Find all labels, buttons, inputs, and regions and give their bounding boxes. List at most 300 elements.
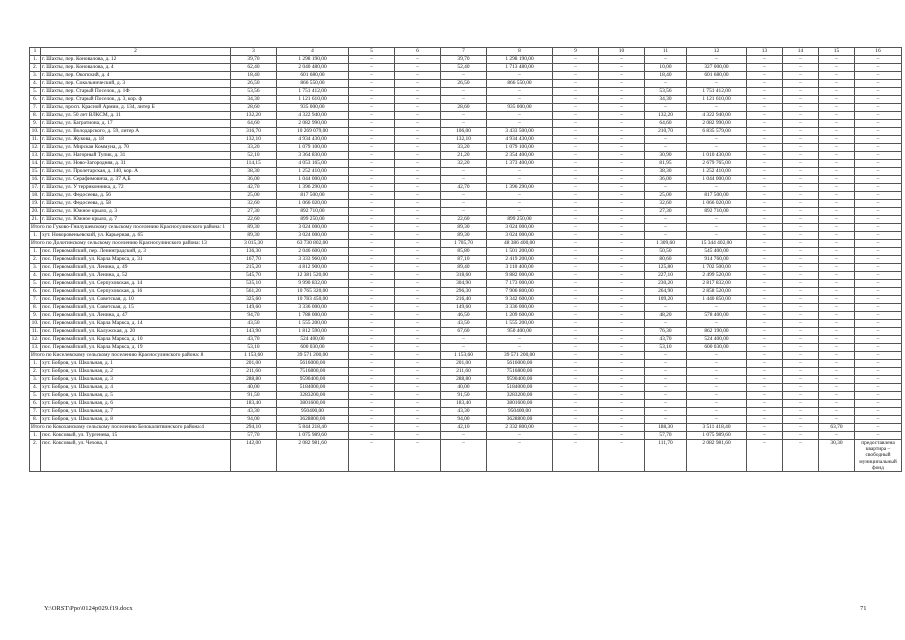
table-cell: 89,30 [231, 224, 277, 232]
table-cell: – [395, 288, 441, 296]
table-cell: 5 844 218,40 [277, 424, 349, 432]
table-cell: – [855, 168, 902, 176]
table-cell: предоставлена квартира – свободный муниципальный фонд [855, 440, 902, 472]
table-cell: 600 030,00 [277, 344, 349, 352]
table-cell: – [395, 160, 441, 168]
table-cell: 1 044 000,00 [687, 176, 747, 184]
table-cell: – [819, 208, 855, 216]
table-cell: – [783, 232, 819, 240]
table-cell: – [819, 368, 855, 376]
table-cell: – [819, 272, 855, 280]
table-cell: – [819, 312, 855, 320]
table-cell: 1 121 610,00 [687, 96, 747, 104]
table-cell: – [553, 168, 599, 176]
address-cell: г. Шахты, пер. Старый Поселок, д. 3, кор. ф [41, 96, 231, 104]
address-cell: г. Шахты, ул. Федосеева, д. 56 [41, 192, 231, 200]
table-cell: – [395, 432, 441, 440]
table-cell: 91,50 [231, 392, 277, 400]
table-cell: 94,70 [231, 312, 277, 320]
table-cell: 3 336 000,00 [277, 304, 349, 312]
table-cell: 143,90 [231, 328, 277, 336]
table-cell: 1 396 290,00 [487, 184, 553, 192]
row-number: 12. [30, 144, 41, 152]
address-cell: г. Шахты, ул. Багратиона, д. 17 [41, 120, 231, 128]
row-number: 13. [30, 152, 41, 160]
table-row [30, 288, 902, 296]
table-cell: 899 250,00 [277, 216, 349, 224]
table-cell: – [395, 416, 441, 424]
table-cell: – [819, 336, 855, 344]
row-number: 21. [30, 216, 41, 224]
table-row [30, 104, 902, 112]
row-number: 15. [30, 168, 41, 176]
table-cell: – [395, 344, 441, 352]
table-cell: – [599, 128, 645, 136]
table-cell: – [855, 336, 902, 344]
table-cell: – [395, 376, 441, 384]
table-cell: 5184000,00 [277, 384, 349, 392]
table-cell: – [553, 360, 599, 368]
table-cell: – [783, 96, 819, 104]
table-row [30, 376, 902, 384]
table-cell: 1 153,60 [231, 352, 277, 360]
table-cell: – [553, 304, 599, 312]
table-cell: – [553, 416, 599, 424]
table-cell: – [441, 344, 487, 352]
table-cell: – [349, 280, 395, 288]
table-cell: – [783, 272, 819, 280]
address-cell: г. Шахты, просп. Красной Армии, д. 134, литер Б [41, 104, 231, 112]
table-cell: – [855, 224, 902, 232]
table-cell: – [487, 72, 553, 80]
table-cell: – [553, 104, 599, 112]
table-cell: – [599, 144, 645, 152]
table-cell: 57,70 [231, 432, 277, 440]
table-cell: 7516800,00 [487, 368, 553, 376]
table-cell: – [819, 392, 855, 400]
table-cell: – [747, 408, 783, 416]
table-cell: 39 571 200,00 [277, 352, 349, 360]
table-cell: 215,20 [231, 264, 277, 272]
table-cell: – [819, 192, 855, 200]
table-cell: – [819, 360, 855, 368]
table-cell: 32,20 [441, 160, 487, 168]
table-cell: – [783, 416, 819, 424]
table-cell: – [599, 312, 645, 320]
table-cell: – [819, 168, 855, 176]
table-cell: – [395, 176, 441, 184]
table-row [30, 272, 902, 280]
table-cell: – [747, 112, 783, 120]
table-cell: – [395, 136, 441, 144]
table-cell: – [395, 312, 441, 320]
table-cell: – [783, 320, 819, 328]
table-cell: – [349, 80, 395, 88]
table-cell: – [783, 248, 819, 256]
row-number: 17. [30, 184, 41, 192]
table-cell: – [599, 264, 645, 272]
table-cell: – [855, 368, 902, 376]
address-cell: пос. Первомайский, пер. Ленинградский, д. 3 [41, 248, 231, 256]
table-cell: 866 550,00 [487, 80, 553, 88]
table-cell: – [783, 112, 819, 120]
table-row [30, 256, 902, 264]
table-cell: 318,60 [441, 272, 487, 280]
table-cell: 22,60 [231, 216, 277, 224]
table-cell: – [783, 288, 819, 296]
table-cell: 25,00 [231, 192, 277, 200]
table-cell: – [599, 392, 645, 400]
table-cell: 10 783 450,00 [277, 296, 349, 304]
table-cell: – [395, 240, 441, 248]
table-cell: – [747, 160, 783, 168]
table-cell: – [687, 392, 747, 400]
table-cell: – [783, 368, 819, 376]
table-cell: – [747, 264, 783, 272]
table-cell: 39,70 [441, 56, 487, 64]
table-cell: – [599, 232, 645, 240]
table-cell: – [687, 144, 747, 152]
table-cell: – [687, 376, 747, 384]
table-cell: – [349, 104, 395, 112]
table-cell: 132,10 [231, 136, 277, 144]
table-cell: – [747, 72, 783, 80]
table-cell: – [747, 352, 783, 360]
table-cell: 2 046 600,00 [277, 248, 349, 256]
table-cell: – [349, 336, 395, 344]
table-row [30, 184, 902, 192]
table-row [30, 72, 902, 80]
table-cell: – [441, 112, 487, 120]
table-row [30, 200, 902, 208]
section-total-row [30, 224, 902, 232]
table-cell: 36,00 [645, 176, 687, 184]
table-cell: 3 024 000,00 [277, 224, 349, 232]
section-total-row [30, 240, 902, 248]
address-cell: г. Шахты, ул. Жукова, д. 18 [41, 136, 231, 144]
table-cell: – [747, 440, 783, 472]
table-cell: – [349, 128, 395, 136]
table-cell: – [599, 112, 645, 120]
table-cell: 1 501 200,00 [487, 248, 553, 256]
table-cell: – [747, 416, 783, 424]
table-cell: 866 550,00 [277, 80, 349, 88]
address-cell: г. Шахты, пер. Коновалова, д. 4 [41, 64, 231, 72]
table-row [30, 280, 902, 288]
table-cell: 43,30 [441, 408, 487, 416]
address-cell: хут. Новоровеньевский, ул. Карьерная, д. 65 [41, 232, 231, 240]
table-cell: 43,50 [231, 320, 277, 328]
table-cell: 211,60 [231, 368, 277, 376]
table-cell: 1 751 412,00 [277, 88, 349, 96]
table-cell: – [349, 232, 395, 240]
table-cell: – [553, 216, 599, 224]
table-cell: – [553, 312, 599, 320]
row-number: 16. [30, 176, 41, 184]
table-cell: – [855, 128, 902, 136]
table-cell: – [783, 400, 819, 408]
table-cell: 183,40 [441, 400, 487, 408]
column-header: 12 [687, 48, 747, 56]
table-cell: – [349, 400, 395, 408]
table-cell: – [553, 272, 599, 280]
table-cell: – [819, 264, 855, 272]
table-cell: – [349, 144, 395, 152]
table-cell: 2 679 765,00 [687, 160, 747, 168]
table-cell: 1 705,70 [441, 240, 487, 248]
table-cell: – [783, 264, 819, 272]
table-cell: 201,00 [441, 360, 487, 368]
row-number: 2. [30, 256, 41, 264]
table-cell: – [599, 376, 645, 384]
table-cell: – [747, 80, 783, 88]
table-cell: – [599, 104, 645, 112]
table-cell: – [599, 216, 645, 224]
table-cell: – [687, 352, 747, 360]
table-cell: – [349, 112, 395, 120]
table-cell: 21,20 [441, 152, 487, 160]
table-cell: 89,30 [231, 232, 277, 240]
table-cell: 294,10 [231, 424, 277, 432]
table-cell: 52,10 [231, 152, 277, 160]
table-cell: – [783, 432, 819, 440]
table-cell: 1 298 190,00 [277, 56, 349, 64]
table-cell: – [645, 136, 687, 144]
table-cell: – [553, 376, 599, 384]
table-cell: 28,60 [231, 104, 277, 112]
table-cell: 1 751 412,00 [687, 88, 747, 96]
table-cell: – [747, 104, 783, 112]
table-cell: – [819, 160, 855, 168]
row-number: 19. [30, 200, 41, 208]
table-cell: 50,50 [645, 248, 687, 256]
table-cell: – [553, 64, 599, 72]
table-cell: – [819, 240, 855, 248]
table-cell: – [349, 152, 395, 160]
row-number: 7. [30, 408, 41, 416]
table-cell: – [553, 56, 599, 64]
table-cell: – [645, 216, 687, 224]
row-number: 4. [30, 272, 41, 280]
table-cell: – [395, 72, 441, 80]
table-cell: – [553, 256, 599, 264]
table-cell: 64,60 [231, 120, 277, 128]
table-row [30, 56, 902, 64]
table-cell: – [553, 232, 599, 240]
table-cell: – [855, 296, 902, 304]
table-cell: – [395, 328, 441, 336]
table-cell: – [395, 184, 441, 192]
address-cell: хут. Бобров, ул. Школьная, д. 2 [41, 368, 231, 376]
table-cell: – [349, 168, 395, 176]
table-cell: – [783, 376, 819, 384]
table-cell: – [349, 312, 395, 320]
table-cell: – [645, 384, 687, 392]
table-cell: – [819, 184, 855, 192]
table-cell: – [487, 176, 553, 184]
address-cell: пос. Первомайский, ул. Ленина, д. 47 [41, 312, 231, 320]
table-cell: – [783, 336, 819, 344]
row-number: 3. [30, 72, 41, 80]
table-cell: – [855, 408, 902, 416]
table-cell: 2 499 520,00 [687, 272, 747, 280]
table-cell: – [819, 384, 855, 392]
table-row [30, 120, 902, 128]
row-number: 1. [30, 432, 41, 440]
table-cell: – [599, 184, 645, 192]
table-cell: – [395, 304, 441, 312]
table-row [30, 416, 902, 424]
table-row [30, 144, 902, 152]
table-cell: – [599, 72, 645, 80]
table-row [30, 368, 902, 376]
table-cell: 38,30 [645, 168, 687, 176]
table-cell: – [599, 432, 645, 440]
table-cell: – [747, 256, 783, 264]
table-cell: – [349, 240, 395, 248]
address-cell: г. Шахты, ул. Южное крыло, д. 7 [41, 216, 231, 224]
table-cell: 40,00 [231, 384, 277, 392]
table-cell: 2 858 520,00 [687, 288, 747, 296]
table-cell: – [747, 216, 783, 224]
table-cell: – [553, 296, 599, 304]
table-cell: – [599, 96, 645, 104]
address-cell: пос. Первомайский, ул. Калужская, д. 20 [41, 328, 231, 336]
table-cell: – [349, 416, 395, 424]
table-row [30, 192, 902, 200]
table-cell: – [349, 408, 395, 416]
table-cell: – [855, 376, 902, 384]
table-cell: – [395, 360, 441, 368]
table-cell: – [349, 384, 395, 392]
table-cell: – [599, 384, 645, 392]
table-cell: 1 788 000,00 [277, 312, 349, 320]
table-cell: – [395, 112, 441, 120]
table-cell: 4 812 900,00 [277, 264, 349, 272]
row-number: 1. [30, 232, 41, 240]
table-cell: 34,30 [645, 96, 687, 104]
table-cell: – [599, 416, 645, 424]
table-cell: 132,10 [441, 136, 487, 144]
table-cell: – [395, 152, 441, 160]
table-cell: – [553, 328, 599, 336]
table-row [30, 304, 902, 312]
table-cell: 3801600,00 [487, 400, 553, 408]
table-cell: – [747, 288, 783, 296]
table-cell: – [855, 320, 902, 328]
table-cell: 18,40 [645, 72, 687, 80]
table-cell: 3 333 960,00 [277, 256, 349, 264]
table-row [30, 176, 902, 184]
table-cell: 545,70 [231, 272, 277, 280]
table-cell: – [553, 80, 599, 88]
table-container [29, 47, 897, 472]
table-cell: – [747, 360, 783, 368]
table-cell: 27,30 [645, 208, 687, 216]
table-cell: – [747, 424, 783, 432]
table-cell: – [349, 440, 395, 472]
table-cell: – [855, 416, 902, 424]
table-cell: – [855, 144, 902, 152]
table-cell: – [599, 176, 645, 184]
table-cell: – [349, 424, 395, 432]
table-cell: – [819, 304, 855, 312]
table-cell: – [819, 224, 855, 232]
table-cell: – [487, 96, 553, 104]
row-number: 8. [30, 304, 41, 312]
column-header: 6 [395, 48, 441, 56]
table-cell: – [783, 120, 819, 128]
table-cell: – [747, 64, 783, 72]
table-cell: 89,30 [441, 224, 487, 232]
table-cell: 296,30 [441, 288, 487, 296]
table-cell: – [819, 328, 855, 336]
table-cell: – [553, 400, 599, 408]
table-cell: – [553, 144, 599, 152]
table-row [30, 400, 902, 408]
table-cell: 10 269 079,00 [277, 128, 349, 136]
table-cell: – [395, 352, 441, 360]
address-cell: пос. Первомайский, ул. Советская, д. 10 [41, 296, 231, 304]
table-cell: – [783, 72, 819, 80]
table-cell: – [783, 296, 819, 304]
row-number: 3. [30, 376, 41, 384]
table-cell: 4 322 940,00 [277, 112, 349, 120]
table-cell: – [819, 296, 855, 304]
table-cell: – [687, 416, 747, 424]
table-cell: – [855, 424, 902, 432]
table-cell: – [645, 352, 687, 360]
table-cell: – [687, 56, 747, 64]
table-cell: 817 500,00 [277, 192, 349, 200]
table-cell: 935 000,00 [277, 104, 349, 112]
table-cell: – [645, 80, 687, 88]
table-cell: – [395, 128, 441, 136]
table-cell: – [855, 288, 902, 296]
table-cell: – [855, 344, 902, 352]
table-cell: – [783, 160, 819, 168]
table-cell: – [855, 232, 902, 240]
table-cell: – [855, 264, 902, 272]
table-cell: 91,50 [441, 392, 487, 400]
table-cell: – [599, 200, 645, 208]
table-cell: – [395, 424, 441, 432]
table-cell: – [819, 248, 855, 256]
table-cell: 327 000,00 [687, 64, 747, 72]
table-cell: – [395, 248, 441, 256]
table-row [30, 128, 902, 136]
row-number: 8. [30, 416, 41, 424]
table-cell: – [599, 120, 645, 128]
table-cell: 2 419 200,00 [487, 256, 553, 264]
column-header: 7 [441, 48, 487, 56]
table-cell: – [783, 152, 819, 160]
table-cell: – [645, 304, 687, 312]
table-body [30, 48, 902, 472]
table-cell: – [687, 384, 747, 392]
table-cell: – [349, 64, 395, 72]
table-cell: 53,10 [645, 344, 687, 352]
table-row [30, 440, 902, 472]
table-cell: 1 555 200,00 [277, 320, 349, 328]
table-cell: – [783, 56, 819, 64]
table-cell: – [819, 72, 855, 80]
table-cell: – [395, 104, 441, 112]
table-cell: – [487, 344, 553, 352]
table-cell: – [747, 432, 783, 440]
table-cell: 524 400,00 [277, 336, 349, 344]
table-cell: – [687, 232, 747, 240]
